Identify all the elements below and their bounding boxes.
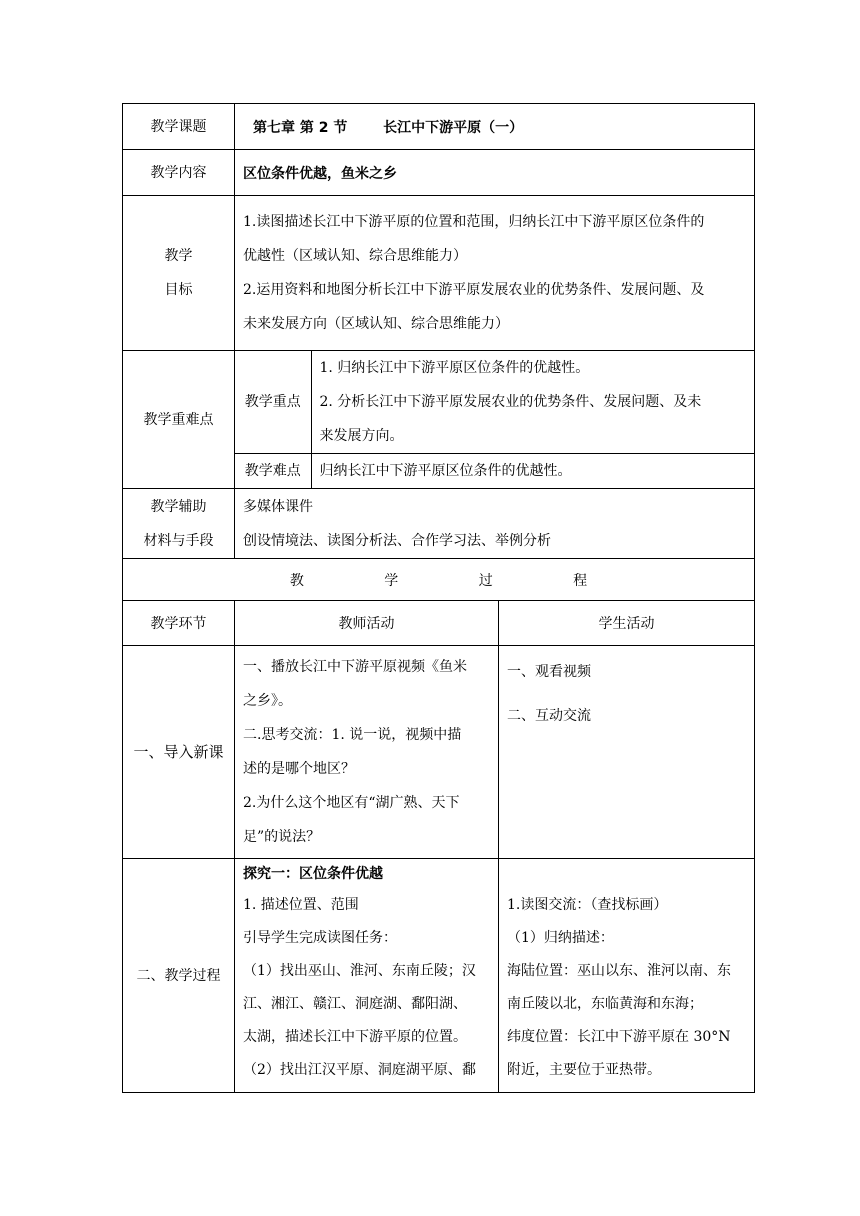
process-teacher-heading: 探究一：区位条件优越: [243, 866, 383, 882]
goal-line: 未来发展方向（区域认知、综合思维能力）: [243, 316, 509, 332]
goal-line: 2.运用资料和地图分析长江中下游平原发展农业的优势条件、发展问题、及: [243, 282, 705, 298]
process-teacher-line: （2）找出江汉平原、洞庭湖平原、鄱: [243, 1062, 476, 1078]
key-difficult-row: [123, 351, 755, 489]
aids-label-line1: 教学辅助: [150, 498, 207, 515]
difficult-label: 教学难点: [235, 454, 311, 489]
key-difficult-cell: [235, 351, 755, 489]
process-title-char: 学: [384, 572, 399, 589]
process-student-line: 南丘陵以北，东临黄海和东海；: [507, 996, 703, 1012]
intro-teacher-line: 二.思考交流：1. 说一说，视频中描: [243, 727, 462, 743]
process-teacher: [235, 859, 499, 1093]
key-label: 教学重点: [235, 351, 311, 454]
process-student: [499, 859, 755, 1093]
intro-teacher: [235, 646, 499, 859]
process-title-char: 程: [573, 572, 588, 589]
content-label: 教学内容: [123, 150, 235, 196]
process-teacher-line: 引导学生完成读图任务：: [243, 930, 397, 946]
key-value: [311, 351, 754, 454]
intro-teacher-line: 足”的说法？: [243, 829, 321, 845]
process-student-line: （1）归纳描述：: [507, 930, 614, 946]
key-difficult-label: 教学重难点: [123, 351, 235, 489]
intro-teacher-line: 一、播放长江中下游平原视频《鱼米: [243, 659, 467, 675]
process-title-char: 过: [478, 572, 493, 589]
lesson-plan-table: [122, 103, 755, 1093]
goals-label-line1: 教学: [164, 248, 193, 264]
key-difficult-inner-table: [235, 351, 754, 488]
intro-student-line: 一、观看视频: [507, 664, 591, 680]
process-title: [123, 559, 755, 601]
process-student-line: 海陆位置：巫山以东、淮河以南、东: [507, 963, 731, 979]
content-row: [123, 150, 755, 196]
topic-row: [123, 104, 755, 150]
difficult-value: 归纳长江中下游平原区位条件的优越性。: [311, 454, 754, 489]
aids-label-line2: 材料与手段: [143, 532, 214, 549]
process-stage: 二、教学过程: [123, 859, 235, 1093]
aids-line: 多媒体课件: [243, 498, 313, 515]
goals-row: [123, 196, 755, 351]
topic-label: 教学课题: [123, 104, 235, 150]
intro-student: [499, 646, 755, 859]
process-teacher-line: 1. 描述位置、范围: [243, 897, 359, 913]
goals-value: [235, 196, 755, 351]
goals-label-line2: 目标: [164, 282, 193, 298]
column-stage: 教学环节: [123, 601, 235, 646]
process-teacher-line: （1）找出巫山、淮河、东南丘陵；汉: [243, 963, 476, 979]
intro-teacher-line: 之乡》。: [243, 693, 292, 709]
process-row: [123, 859, 755, 1093]
goal-line: 优越性（区域认知、综合思维能力）: [243, 248, 467, 264]
key-line: 1. 归纳长江中下游平原区位条件的优越性。: [319, 360, 590, 376]
key-line: 2. 分析长江中下游平原发展农业的优势条件、发展问题、及未: [319, 394, 702, 410]
content-value: 区位条件优越，鱼米之乡: [235, 150, 755, 196]
intro-student-line: 二、互动交流: [507, 708, 591, 724]
topic-value: [235, 104, 755, 150]
column-header-row: [123, 601, 755, 646]
column-student: 学生活动: [499, 601, 755, 646]
goal-line: 1.读图描述长江中下游平原的位置和范围，归纳长江中下游平原区位条件的: [243, 214, 705, 230]
intro-row: [123, 646, 755, 859]
process-teacher-line: 太湖，描述长江中下游平原的位置。: [243, 1029, 467, 1045]
process-student-line: 1.读图交流：（查找标画）: [507, 897, 668, 913]
aids-line: 创设情境法、读图分析法、合作学习法、举例分析: [243, 532, 551, 549]
process-title-char: 教: [289, 572, 304, 589]
aids-value: [235, 489, 755, 559]
process-student-line: 附近，主要位于亚热带。: [507, 1062, 661, 1078]
intro-teacher-line: 2.为什么这个地区有“湖广熟、天下: [243, 795, 460, 811]
process-title-row: [123, 559, 755, 601]
key-line: 来发展方向。: [319, 428, 404, 444]
goals-label: [123, 196, 235, 351]
intro-stage: 一、导入新课: [123, 646, 235, 859]
intro-teacher-line: 述的是哪个地区？: [243, 761, 355, 777]
column-teacher: 教师活动: [235, 601, 499, 646]
aids-row: [123, 489, 755, 559]
process-student-line: 纬度位置：长江中下游平原在 30°N: [507, 1029, 731, 1045]
lesson-title: 长江中下游平原（一）: [383, 119, 524, 136]
aids-label: [123, 489, 235, 559]
chapter-text: 第七章 第 2 节: [253, 119, 348, 136]
process-teacher-line: 江、湘江、赣江、洞庭湖、鄱阳湖、: [243, 996, 467, 1012]
